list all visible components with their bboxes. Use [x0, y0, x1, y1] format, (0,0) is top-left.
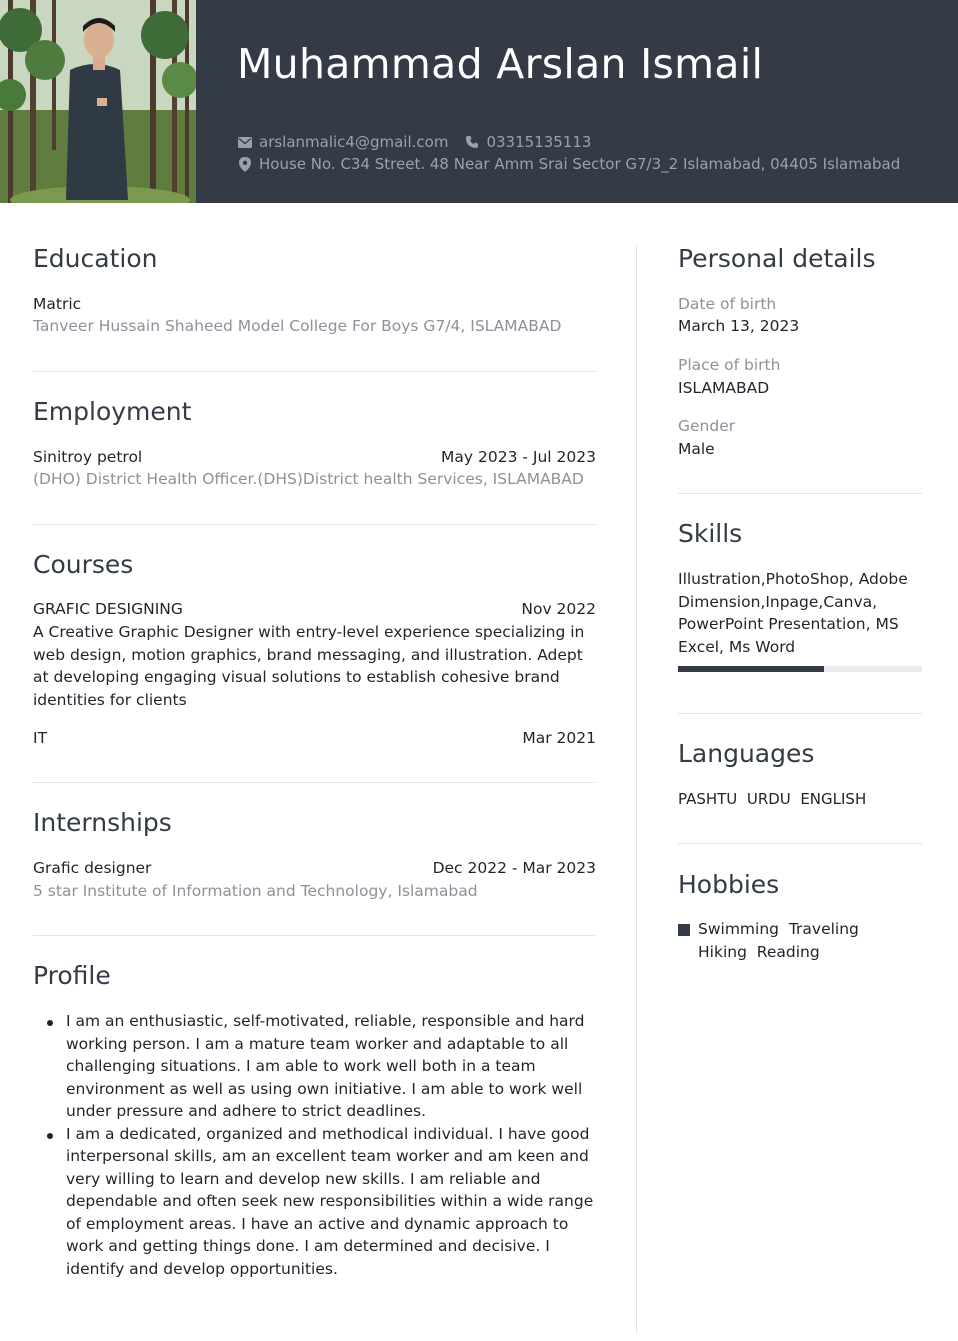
skills-heading: Skills — [678, 519, 743, 548]
language-item: URDU — [746, 790, 791, 808]
resume-header — [0, 0, 958, 203]
pob-label: Place of birth — [678, 356, 781, 374]
section-divider — [33, 782, 596, 783]
internship-institute: 5 star Institute of Information and Technology, Islamabad — [33, 882, 478, 900]
section-divider — [33, 371, 596, 372]
course-description: A Creative Graphic Designer with entry-level experience specializing in web design, motion graphics, brand messaging, and illustration. Adept at developing engaging visual solutions to establish cohesive brand identities for clients — [33, 623, 585, 709]
education-heading: Education — [33, 244, 158, 273]
section-divider — [678, 843, 922, 844]
address-row — [237, 155, 900, 173]
phone-number[interactable]: 03315135113 — [486, 133, 592, 151]
section-divider — [678, 493, 922, 494]
employment-employer: (DHO) District Health Officer.(DHS)District health Services, ISLAMABAD — [33, 470, 584, 488]
course-title: GRAFIC DESIGNING — [33, 600, 183, 618]
gender-value: Male — [678, 440, 715, 458]
employment-title: Sinitroy petrol — [33, 448, 143, 466]
hobby-square-marker — [678, 924, 690, 936]
course-date: Mar 2021 — [522, 729, 596, 747]
column-divider — [636, 244, 637, 1334]
education-school: Tanveer Hussain Shaheed Model College For Boys G7/4, ISLAMABAD — [33, 317, 562, 335]
languages-heading: Languages — [678, 739, 815, 768]
profile-photo — [0, 0, 196, 203]
language-item: PASHTU — [678, 790, 738, 808]
candidate-name: Muhammad Arslan Ismail — [237, 40, 764, 88]
dob-value: March 13, 2023 — [678, 317, 800, 335]
internship-dates: Dec 2022 - Mar 2023 — [432, 859, 596, 877]
profile-bullet: I am an enthusiastic, self-motivated, reliable, responsible and hard working person. I am a mature team worker and adaptable to all challenging situations. I am able to work well both in a team environment as well as using own initiative. I am able to work well under pressure and adhere to strict deadlines. — [46, 1010, 594, 1123]
section-divider — [33, 524, 596, 525]
internships-heading: Internships — [33, 808, 172, 837]
profile-photo-image — [0, 0, 196, 203]
course-title: IT — [33, 729, 48, 747]
section-divider — [33, 935, 596, 936]
languages-list — [678, 790, 866, 808]
address-text: House No. C34 Street. 48 Near Amm Srai Sector G7/3_2 Islamabad, 04405 Islamabad — [259, 155, 901, 173]
course-date: Nov 2022 — [521, 600, 596, 618]
hobbies-line: Hiking Reading — [698, 943, 820, 961]
employment-heading: Employment — [33, 397, 192, 426]
section-divider — [678, 713, 922, 714]
email-link[interactable]: arslanmalic4@gmail.com — [259, 133, 449, 151]
hobbies-heading: Hobbies — [678, 870, 780, 899]
hobbies-line: Swimming Traveling — [698, 920, 859, 938]
skill-level-bar — [678, 666, 922, 672]
education-title: Matric — [33, 295, 82, 313]
dob-label: Date of birth — [678, 295, 777, 313]
envelope-icon — [237, 134, 253, 150]
language-item: ENGLISH — [800, 790, 867, 808]
pob-value: ISLAMABAD — [678, 379, 770, 397]
profile-heading: Profile — [33, 961, 111, 990]
gender-label: Gender — [678, 417, 736, 435]
profile-bullet: I am a dedicated, organized and methodical individual. I have good interpersonal skills, am an excellent team worker and am keen and very willing to learn and develop new skills. I am reliable and dependable and often seek new responsibilities within a wide range of employment areas. I have an active and dynamic approach to work and getting things done. I am determined and decisive. I identify and develop opportunities. — [46, 1123, 594, 1281]
location-pin-icon — [237, 156, 253, 172]
personal-details-heading: Personal details — [678, 244, 876, 273]
profile-list — [46, 1010, 594, 1280]
employment-dates: May 2023 - Jul 2023 — [441, 448, 596, 466]
courses-heading: Courses — [33, 550, 134, 579]
contact-row — [237, 133, 591, 151]
skills-text: Illustration,PhotoShop, Adobe Dimension,Inpage,Canva, PowerPoint Presentation, MS Excel, Ms Word — [678, 570, 908, 656]
skill-level-fill — [678, 666, 824, 672]
phone-icon — [464, 134, 480, 150]
internship-title: Grafic designer — [33, 859, 152, 877]
